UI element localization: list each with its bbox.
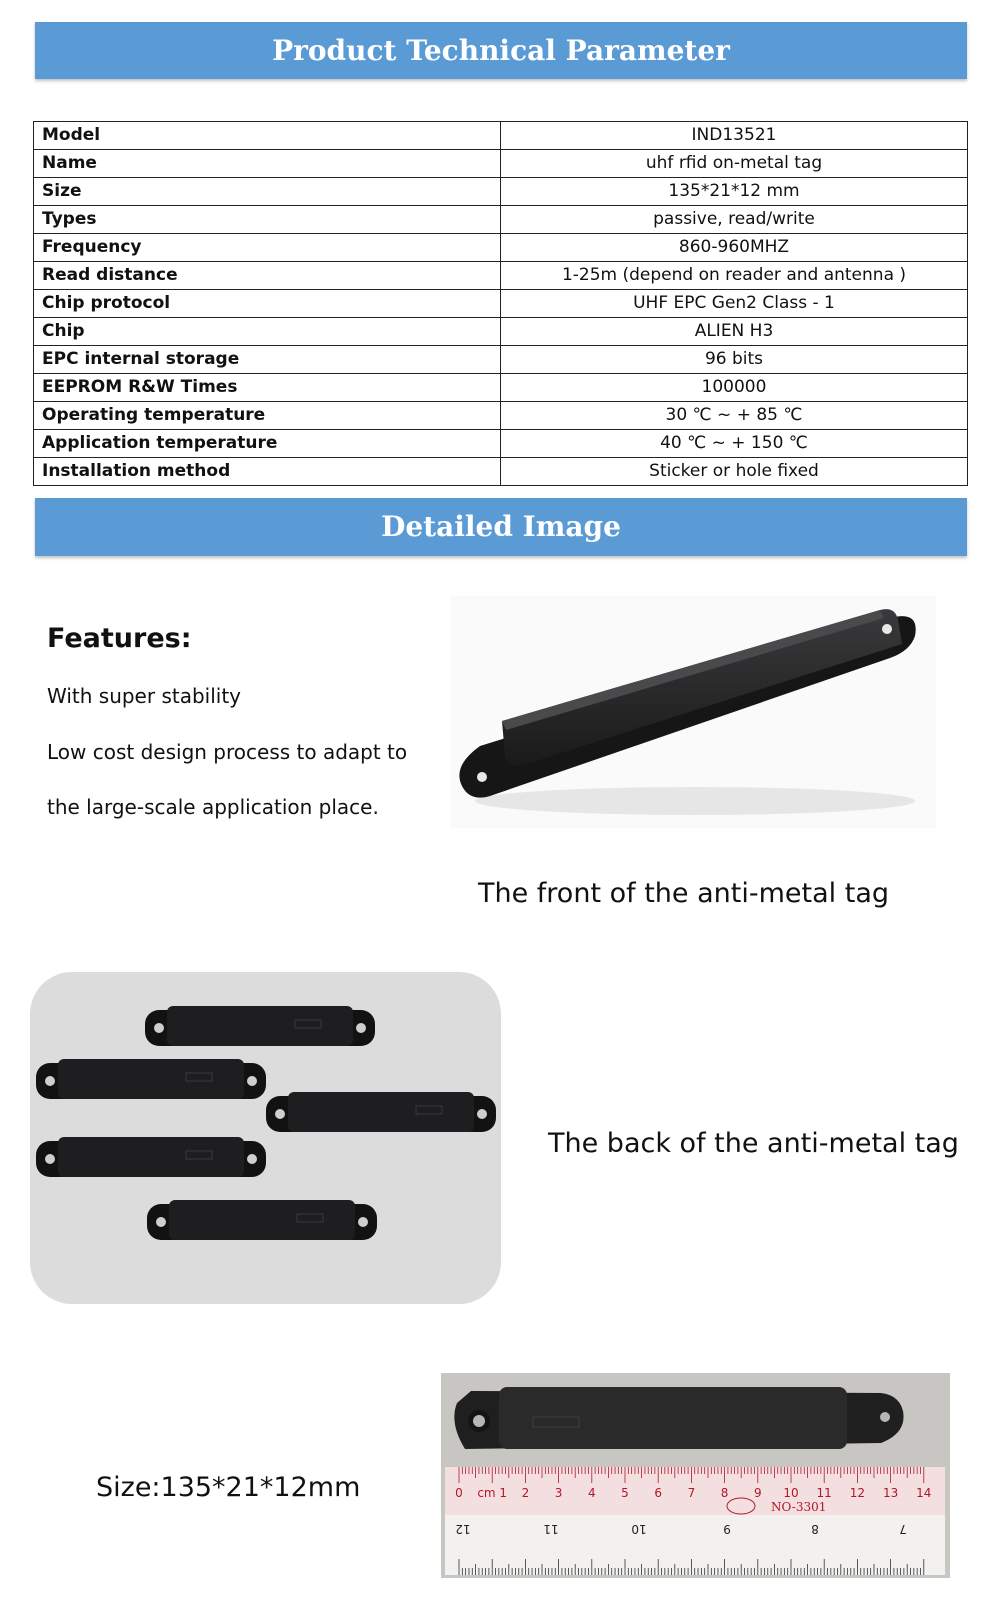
param-value: passive, read/write (501, 206, 968, 234)
mount-hole (882, 624, 892, 634)
param-value: ALIEN H3 (501, 318, 968, 346)
ruler-top-number: 12 (849, 1486, 866, 1500)
ruler-top-number: 10 (783, 1486, 799, 1500)
ruler-bottom-number: 11 (543, 1522, 559, 1536)
table-row (34, 262, 968, 290)
detail-banner (35, 498, 967, 556)
ruler-top-number: 5 (621, 1486, 629, 1500)
ruler-top-number: 2 (521, 1486, 530, 1500)
back-tags-illustration (30, 972, 501, 1304)
param-value: 96 bits (501, 346, 968, 374)
table-row (34, 150, 968, 178)
tag-body (502, 609, 902, 766)
param-key: Installation method (34, 458, 501, 486)
size-caption: Size:135*21*12mm (96, 1472, 361, 1503)
ruler-top-number: 8 (720, 1486, 729, 1500)
ruler-bottom-number: 10 (631, 1522, 647, 1536)
param-value: Sticker or hole fixed (501, 458, 968, 486)
detail-banner-title: Detailed Image (381, 510, 621, 543)
ruler-brand: NO-3301 (771, 1500, 827, 1514)
tag-back (36, 1137, 266, 1177)
param-value: 1-25m (depend on reader and antenna ) (501, 262, 968, 290)
param-key: Chip (34, 318, 501, 346)
feature-item: With super stability (47, 684, 242, 708)
param-key: Application temperature (34, 430, 501, 458)
tag-back (147, 1200, 377, 1240)
param-key: Read distance (34, 262, 501, 290)
param-key: Size (34, 178, 501, 206)
param-value: 30 ℃ ~ + 85 ℃ (501, 402, 968, 430)
front-tag-photo (450, 596, 936, 828)
param-value: uhf rfid on-metal tag (501, 150, 968, 178)
param-key: Frequency (34, 234, 501, 262)
table-row (34, 458, 968, 486)
param-key: Name (34, 150, 501, 178)
ruler-top-number: 0 (455, 1486, 463, 1500)
tag-back (36, 1059, 266, 1099)
ruler-top-number: 4 (587, 1486, 596, 1500)
ruler-bottom-number: 12 (455, 1522, 471, 1536)
param-value: 100000 (501, 374, 968, 402)
param-value: 135*21*12 mm (501, 178, 968, 206)
ruler-bottom-number: 7 (899, 1522, 907, 1536)
table-row (34, 346, 968, 374)
table-row (34, 290, 968, 318)
param-value: UHF EPC Gen2 Class - 1 (501, 290, 968, 318)
ruler-top-number: 7 (687, 1486, 696, 1500)
feature-item: the large-scale application place. (47, 795, 379, 819)
param-key: Operating temperature (34, 402, 501, 430)
ruler (445, 1467, 945, 1575)
feature-item: Low cost design process to adapt to (47, 740, 408, 764)
param-key: EEPROM R&W Times (34, 374, 501, 402)
tag-shadow (475, 787, 915, 815)
ruler-top-number: 9 (753, 1486, 762, 1500)
table-row (34, 122, 968, 150)
table-row (34, 178, 968, 206)
ruler-top-number: 3 (554, 1486, 563, 1500)
ruler-top-number: 6 (654, 1486, 663, 1500)
param-key: Types (34, 206, 501, 234)
table-row (34, 206, 968, 234)
parameter-banner-title: Product Technical Parameter (272, 34, 730, 67)
table-row (34, 430, 968, 458)
ruler-top-labels (455, 1486, 931, 1500)
ruler-bottom-number: 9 (723, 1522, 731, 1536)
back-tags-photo (30, 972, 501, 1304)
tag-on-ruler (454, 1387, 903, 1449)
ruler-top-number: cm 1 (477, 1486, 508, 1500)
front-tag-illustration (450, 596, 936, 828)
parameter-table (33, 121, 968, 486)
ruler-bottom-number: 8 (811, 1522, 819, 1536)
table-row (34, 318, 968, 346)
ruler-top-number: 13 (882, 1486, 899, 1500)
param-key: Chip protocol (34, 290, 501, 318)
mount-hole (477, 772, 487, 782)
table-row (34, 234, 968, 262)
param-key: EPC internal storage (34, 346, 501, 374)
front-caption: The front of the anti-metal tag (478, 878, 889, 909)
param-value: 860-960MHZ (501, 234, 968, 262)
ruler-top-number: 14 (916, 1486, 932, 1500)
features-title: Features: (47, 623, 192, 654)
table-row (34, 402, 968, 430)
tag-back (145, 1006, 375, 1046)
ruler-top-number: 11 (816, 1486, 832, 1500)
parameter-banner (35, 22, 967, 79)
size-ruler-photo (441, 1373, 950, 1578)
param-value: IND13521 (501, 122, 968, 150)
param-key: Model (34, 122, 501, 150)
size-ruler-illustration (441, 1373, 950, 1578)
table-row (34, 374, 968, 402)
param-value: 40 ℃ ~ + 150 ℃ (501, 430, 968, 458)
back-caption: The back of the anti-metal tag (548, 1128, 959, 1159)
tag-back (266, 1092, 496, 1132)
